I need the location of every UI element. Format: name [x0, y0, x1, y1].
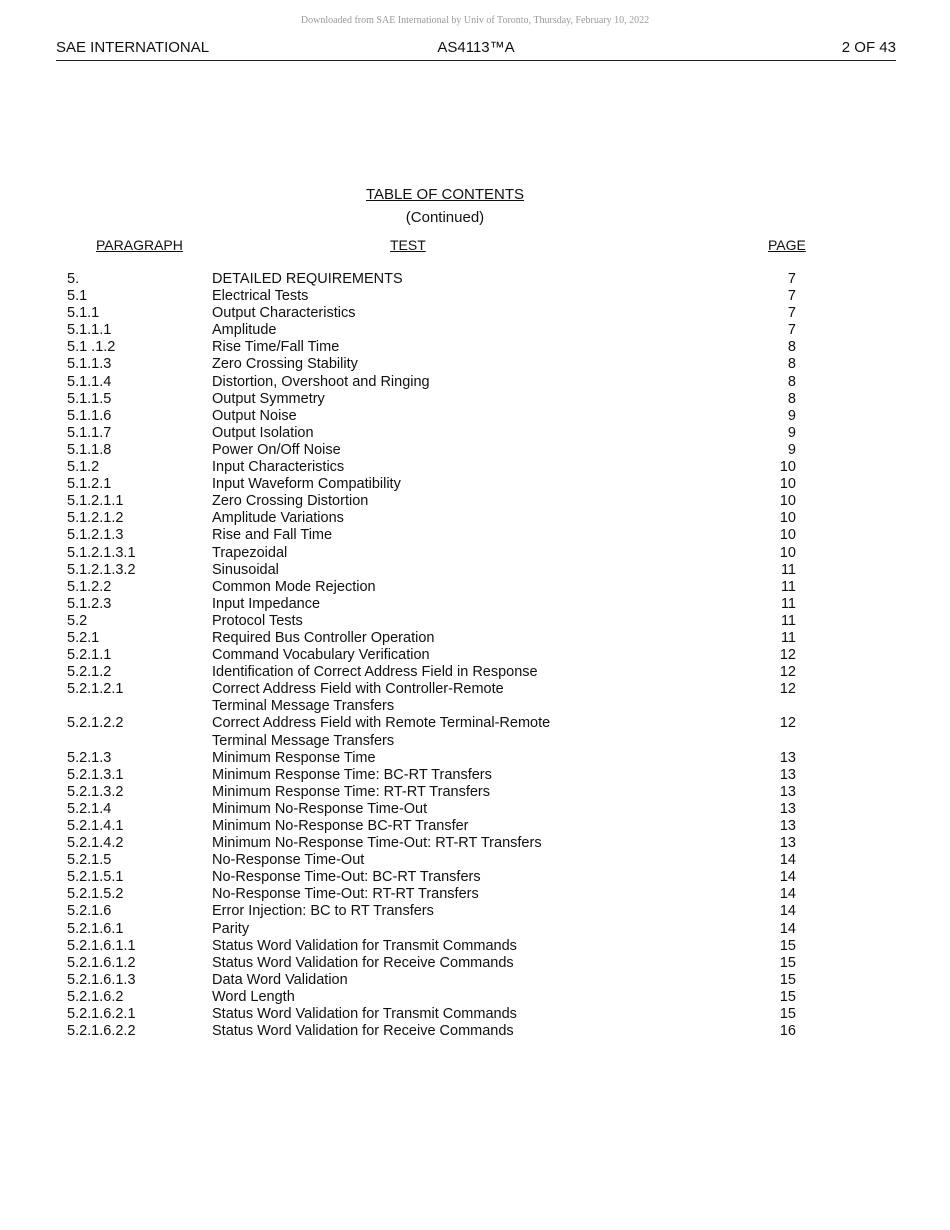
toc-entry-number: 5.2.1.2.2	[67, 715, 124, 732]
toc-entry-number: 5.1.2.1.2	[67, 510, 124, 527]
toc-entry-title: Amplitude	[212, 322, 277, 339]
toc-entry-title: Data Word Validation	[212, 971, 348, 988]
toc-entry-title: Input Impedance	[212, 595, 321, 612]
toc-entry-number: 5.2.1.6	[67, 903, 112, 920]
toc-entry-title: Protocol Tests	[212, 612, 303, 629]
toc-entry-number: 5.1.2.3	[67, 595, 112, 612]
toc-entry-page: 15	[779, 1006, 796, 1023]
toc-entry-number: 5.1	[67, 288, 88, 305]
toc-entry	[0, 869, 950, 886]
toc-entry-title: Required Bus Controller Operation	[212, 629, 435, 646]
toc-entry-number: 5.1.2.1.3.2	[67, 561, 136, 578]
document-number: AS4113™A	[437, 39, 515, 56]
download-watermark: Downloaded from SAE International by Univ of Toronto, Thursday, February 10, 2022	[300, 15, 650, 26]
toc-entry-title: Zero Crossing Distortion	[212, 493, 369, 510]
toc-entry-number: 5.1.2.1.3.1	[67, 544, 136, 561]
toc-entry-page: 15	[779, 954, 796, 971]
toc-entry-title: Status Word Validation for Receive Commands	[212, 1023, 514, 1040]
toc-entry-page: 15	[779, 988, 796, 1005]
toc-entry-page: 9	[787, 407, 796, 424]
toc-entry-page: 8	[787, 390, 796, 407]
toc-entry-title: Sinusoidal	[212, 561, 279, 578]
toc-entry	[0, 1023, 950, 1040]
toc-entry-title: No-Response Time-Out	[212, 852, 365, 869]
toc-entry-title: Minimum Response Time: RT-RT Transfers	[212, 783, 490, 800]
toc-entry-number: 5.1.2.2	[67, 578, 112, 595]
toc-entry-number: 5.2.1.4	[67, 800, 112, 817]
toc-entry-page: 10	[779, 459, 796, 476]
toc-entry-page: 12	[779, 664, 796, 681]
toc-entry-number: 5.2.1.6.2	[67, 988, 124, 1005]
toc-entry-page: 8	[787, 339, 796, 356]
toc-entry-title: No-Response Time-Out: BC-RT Transfers	[212, 869, 481, 886]
toc-entry-number: 5.1.1.8	[67, 441, 112, 458]
toc-entry-title: Status Word Validation for Transmit Commands	[212, 1006, 517, 1023]
toc-entry-title: Zero Crossing Stability	[212, 356, 358, 373]
toc-entry-page: 15	[779, 971, 796, 988]
toc-entry-number: 5.1.2.1	[67, 476, 112, 493]
toc-entry-number: 5.2.1.1	[67, 647, 112, 664]
toc-entry-title: Minimum No-Response Time-Out: RT-RT Transfers	[212, 835, 542, 852]
toc-entry	[0, 493, 950, 510]
toc-entry-title: Correct Address Field with Controller-Remote Terminal Message Transfers	[212, 681, 504, 715]
toc-entry	[0, 322, 950, 339]
toc-entry	[0, 647, 950, 664]
toc-entry-page: 10	[779, 544, 796, 561]
toc-entry-page: 7	[787, 322, 796, 339]
toc-entry	[0, 801, 950, 818]
toc-entry-page: 11	[780, 578, 796, 595]
toc-entry-title: Minimum Response Time	[212, 749, 376, 766]
toc-entry-title: Input Characteristics	[212, 459, 345, 476]
toc-entry	[0, 630, 950, 647]
toc-entry	[0, 852, 950, 869]
toc-entry-page: 8	[787, 356, 796, 373]
toc-entry	[0, 818, 950, 835]
toc-entries	[0, 271, 950, 1040]
toc-entry-number: 5.1.2.1.1	[67, 493, 124, 510]
toc-entry-number: 5.1.1.1	[67, 322, 112, 339]
toc-entry-page: 10	[779, 493, 796, 510]
toc-entry	[0, 989, 950, 1006]
toc-entry-title: Rise and Fall Time	[212, 527, 333, 544]
toc-entry	[0, 374, 950, 391]
toc-entry-title: Common Mode Rejection	[212, 578, 376, 595]
toc-entry-number: 5.2.1.6.2.1	[67, 1006, 136, 1023]
toc-entry-page: 11	[780, 612, 796, 629]
toc-entry-page: 16	[779, 1023, 796, 1040]
toc-entry-number: 5.2.1.5.1	[67, 869, 124, 886]
toc-entry-number: 5.2.1	[67, 629, 100, 646]
toc-entry	[0, 288, 950, 305]
column-header-page: PAGE	[768, 237, 806, 253]
toc-entry	[0, 545, 950, 562]
toc-entry-title: Input Waveform Compatibility	[212, 476, 401, 493]
toc-entry-number: 5.2.1.6.1.3	[67, 971, 136, 988]
column-header-test: TEST	[390, 237, 426, 253]
toc-entry-number: 5.2.1.2	[67, 664, 112, 681]
toc-entry-page: 11	[780, 595, 796, 612]
toc-entry-page: 11	[780, 561, 796, 578]
toc-subtitle: (Continued)	[405, 209, 485, 226]
toc-entry-number: 5.2.1.6.2.2	[67, 1023, 136, 1040]
toc-entry	[0, 271, 950, 288]
toc-entry-page: 13	[779, 783, 796, 800]
toc-entry-title: Output Noise	[212, 407, 297, 424]
toc-entry-page: 14	[779, 869, 796, 886]
toc-entry-number: 5.2.1.3.2	[67, 783, 124, 800]
toc-entry-page: 12	[779, 647, 796, 664]
toc-entry-title: Amplitude Variations	[212, 510, 344, 527]
toc-entry-title: Trapezoidal	[212, 544, 288, 561]
toc-entry	[0, 562, 950, 579]
toc-entry-number: 5.1.1.3	[67, 356, 112, 373]
toc-entry-number: 5.1.2	[67, 459, 100, 476]
toc-entry-page: 8	[787, 373, 796, 390]
toc-entry-page: 13	[779, 835, 796, 852]
toc-entry	[0, 835, 950, 852]
toc-entry-number: 5.2.1.4.2	[67, 835, 124, 852]
toc-entry-page: 15	[779, 937, 796, 954]
toc-entry-title: Minimum No-Response Time-Out	[212, 800, 428, 817]
toc-entry-number: 5.2.1.3.1	[67, 766, 124, 783]
toc-entry	[0, 596, 950, 613]
toc-entry-page: 9	[787, 424, 796, 441]
toc-entry-title: DETAILED REQUIREMENTS	[212, 271, 403, 287]
toc-entry	[0, 921, 950, 938]
toc-entry-title: Status Word Validation for Transmit Commands	[212, 937, 517, 954]
toc-entry-page: 14	[779, 920, 796, 937]
toc-entry	[0, 527, 950, 544]
toc-entry-page: 10	[779, 476, 796, 493]
toc-entry-title: Minimum No-Response BC-RT Transfer	[212, 818, 469, 834]
toc-entry-page: 11	[780, 629, 796, 646]
toc-entry-title: Identification of Correct Address Field in Response	[212, 664, 538, 681]
toc-entry-page: 12	[779, 715, 796, 732]
toc-entry-title: Power On/Off Noise	[212, 441, 341, 458]
toc-entry	[0, 784, 950, 801]
toc-entry-page: 13	[779, 818, 796, 834]
toc-entry	[0, 1006, 950, 1023]
toc-entry-page: 13	[779, 749, 796, 766]
toc-entry-page: 7	[787, 305, 796, 322]
toc-entry	[0, 339, 950, 356]
toc-entry	[0, 681, 950, 715]
toc-entry	[0, 579, 950, 596]
toc-entry-number: 5.2.1.5	[67, 852, 112, 869]
toc-entry-page: 14	[779, 886, 796, 903]
toc-entry	[0, 938, 950, 955]
toc-entry	[0, 972, 950, 989]
toc-entry-number: 5.2.1.4.1	[67, 818, 124, 834]
toc-entry	[0, 886, 950, 903]
toc-entry-page: 13	[779, 766, 796, 783]
toc-entry-title: Error Injection: BC to RT Transfers	[212, 903, 434, 920]
toc-entry-page: 9	[787, 441, 796, 458]
toc-entry-number: 5.2.1.3	[67, 749, 112, 766]
toc-entry	[0, 715, 950, 749]
toc-entry-number: 5.2.1.6.1.2	[67, 954, 136, 971]
toc-entry	[0, 750, 950, 767]
toc-entry-title: Output Characteristics	[212, 305, 356, 322]
toc-entry-page: 10	[779, 527, 796, 544]
toc-entry-number: 5.1 .1.2	[67, 339, 116, 356]
toc-entry-title: Command Vocabulary Verification	[212, 647, 430, 664]
toc-entry	[0, 664, 950, 681]
toc-entry-number: 5.	[67, 271, 80, 287]
toc-entry-number: 5.1.1	[67, 305, 100, 322]
toc-entry	[0, 305, 950, 322]
toc-entry	[0, 408, 950, 425]
toc-entry	[0, 459, 950, 476]
toc-entry-title: Output Isolation	[212, 424, 314, 441]
toc-entry	[0, 391, 950, 408]
toc-entry	[0, 425, 950, 442]
toc-entry	[0, 442, 950, 459]
toc-entry-number: 5.1.1.4	[67, 373, 112, 390]
toc-entry-page: 10	[779, 510, 796, 527]
toc-entry-page: 13	[779, 800, 796, 817]
toc-entry-number: 5.1.1.5	[67, 390, 112, 407]
toc-entry-page: 12	[779, 681, 796, 698]
column-header-paragraph: PARAGRAPH	[96, 237, 183, 253]
toc-entry-number: 5.1.1.6	[67, 407, 112, 424]
toc-entry-number: 5.1.1.7	[67, 424, 112, 441]
toc-entry-title: Output Symmetry	[212, 390, 325, 407]
toc-entry-title: Status Word Validation for Receive Commands	[212, 954, 514, 971]
toc-entry-page: 7	[787, 288, 796, 305]
toc-title: TABLE OF CONTENTS	[365, 186, 525, 203]
toc-entry-title: Electrical Tests	[212, 288, 309, 305]
toc-entry-title: Parity	[212, 920, 250, 937]
toc-entry-number: 5.2.1.2.1	[67, 681, 124, 698]
toc-entry	[0, 955, 950, 972]
toc-entry-number: 5.2.1.6.1	[67, 920, 124, 937]
page-header	[56, 39, 896, 61]
toc-entry-number: 5.1.2.1.3	[67, 527, 124, 544]
toc-entry	[0, 767, 950, 784]
toc-entry-title: Distortion, Overshoot and Ringing	[212, 373, 430, 390]
page-number: 2 OF 43	[841, 39, 896, 56]
toc-entry-title: Word Length	[212, 988, 295, 1005]
toc-entry-title: Rise Time/Fall Time	[212, 339, 340, 356]
toc-entry	[0, 903, 950, 920]
toc-entry-number: 5.2.1.5.2	[67, 886, 124, 903]
toc-entry-number: 5.2	[67, 612, 88, 629]
toc-entry-title: Correct Address Field with Remote Terminal-Remote Terminal Message Transfers	[212, 715, 551, 749]
toc-entry	[0, 613, 950, 630]
toc-entry	[0, 476, 950, 493]
toc-entry	[0, 356, 950, 373]
toc-entry-page: 14	[779, 852, 796, 869]
toc-entry-number: 5.2.1.6.1.1	[67, 937, 136, 954]
publisher-name: SAE INTERNATIONAL	[56, 39, 210, 56]
toc-entry-title: Minimum Response Time: BC-RT Transfers	[212, 766, 492, 783]
toc-entry-title: No-Response Time-Out: RT-RT Transfers	[212, 886, 479, 903]
toc-entry	[0, 510, 950, 527]
toc-entry-page: 14	[779, 903, 796, 920]
toc-entry-page: 7	[787, 271, 796, 287]
